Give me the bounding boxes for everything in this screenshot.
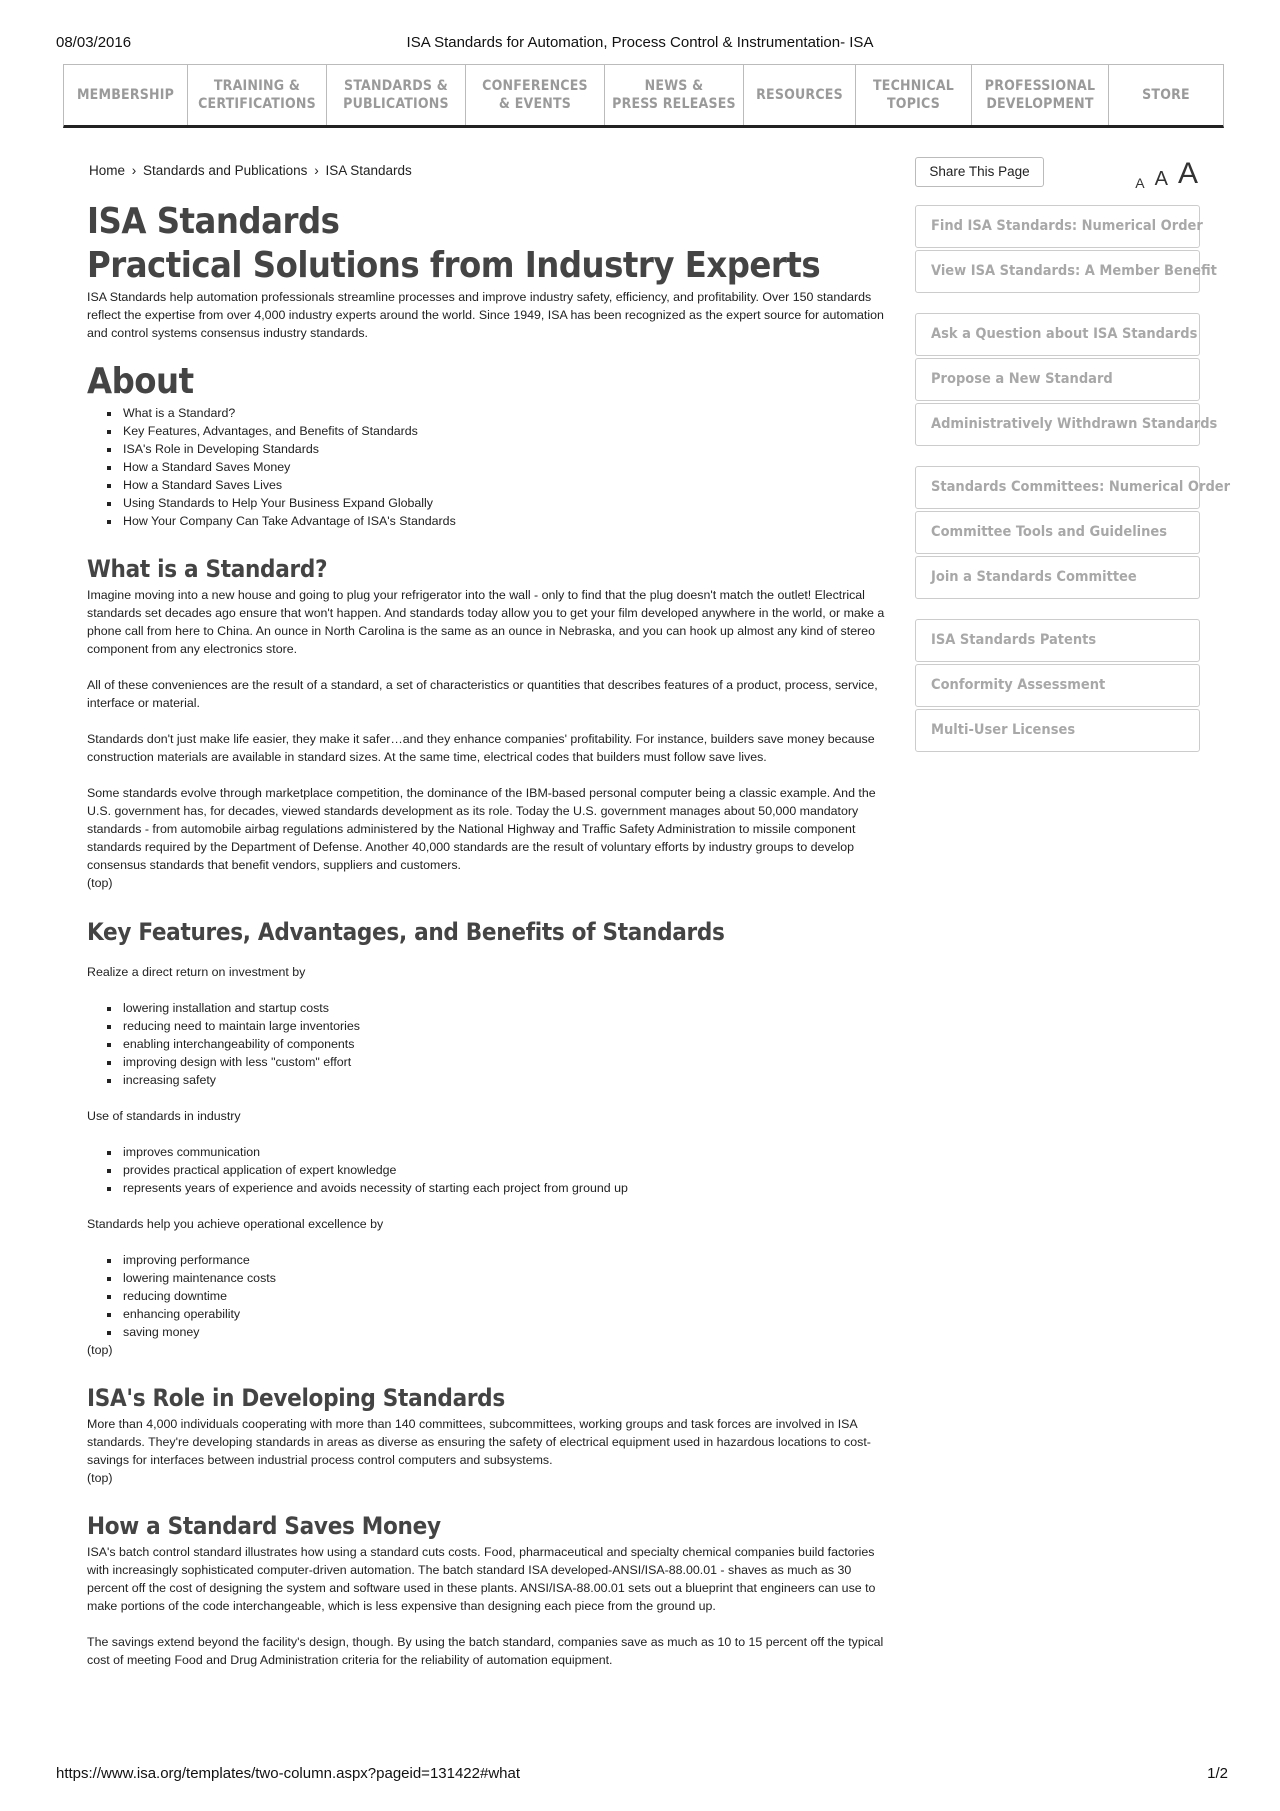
list-item: ▪ enhancing operability [121,1305,892,1323]
nav-news-press-releases[interactable]: NEWS & PRESS RELEASES [605,65,744,125]
role-paragraph-1: More than 4,000 individuals cooperating with more than 140 committees, subcommittees, working groups and task forces are involved in ISA standards. They're developing standards in areas as diverse as ensuring the safety of electrical equipment used in hazardous locations to cost-savings for interfaces between industrial process control computers and subsystems. [87,1417,871,1467]
sidebar-link-committee-tools[interactable]: Committee Tools and Guidelines [915,511,1200,554]
about-link-saves-money[interactable]: ▪ How a Standard Saves Money [121,458,892,476]
list-item: ▪ lowering installation and startup costs [121,999,892,1017]
list-item: ▪ enabling interchangeability of components [121,1035,892,1053]
about-link-isa-role[interactable]: ▪ ISA's Role in Developing Standards [121,440,892,458]
back-to-top-link[interactable]: (top) [87,1343,113,1357]
about-link-key-features[interactable]: ▪ Key Features, Advantages, and Benefits of Standards [121,422,892,440]
list-item: ▪ increasing safety [121,1071,892,1089]
font-size-medium-button[interactable]: A [1154,168,1168,190]
nav-professional-development[interactable]: PROFESSIONAL DEVELOPMENT [972,65,1109,125]
breadcrumb-standards-publications[interactable]: Standards and Publications [143,163,308,178]
main-nav [63,64,1224,128]
breadcrumb-current: ISA Standards [325,163,412,178]
sidebar-link-ask-question[interactable]: Ask a Question about ISA Standards [915,313,1200,356]
saves-money-heading: How a Standard Saves Money [87,1512,441,1540]
print-page-number: 1/2 [1207,1765,1228,1782]
about-link-saves-lives[interactable]: ▪ How a Standard Saves Lives [121,476,892,494]
nav-store[interactable]: STORE [1142,87,1190,103]
key-features-heading: Key Features, Advantages, and Benefits of Standards [87,918,725,946]
key-list-1 [87,999,892,1089]
key-intro-1: Realize a direct return on investment by [87,965,306,979]
money-paragraph-1: ISA's batch control standard illustrates how using a standard cuts costs. Food, pharmaceutical and specialty chemical companies build factories with increasingly sophisticated computer-driven automation. The batch standard ISA developed-ANSI/ISA-88.00.01 - shaves as much as 30 percent off the cost of designing the system and software used in these plants. ANSI/ISA-88.00.01 sets out a blueprint that engineers can use to make portions of the code interchangeable, which is less expensive than designing each piece from the ground up. [87,1545,876,1613]
key-list-3 [87,1251,892,1341]
back-to-top-link[interactable]: (top) [87,1471,113,1485]
nav-resources[interactable]: RESOURCES [744,65,856,125]
sidebar-link-propose-standard[interactable]: Propose a New Standard [915,358,1200,401]
list-item: ▪ improving design with less "custom" effort [121,1053,892,1071]
about-link-list [87,404,892,530]
sidebar-link-multi-user-licenses[interactable]: Multi-User Licenses [915,709,1200,752]
breadcrumb-separator: › [314,163,319,178]
about-heading: About [87,361,194,402]
back-to-top-link[interactable]: (top) [87,876,113,890]
list-item: ▪ provides practical application of expert knowledge [121,1161,892,1179]
list-item: ▪ improves communication [121,1143,892,1161]
key-intro-3: Standards help you achieve operational excellence by [87,1217,384,1231]
font-size-controls [1135,157,1198,191]
what-paragraph-1: Imagine moving into a new house and going to plug your refrigerator into the wall - only to find that the plug doesn't match the outlet! Electrical standards set decades ago ensure that won't happen. And standards today allow you to get your film developed anywhere in the world, or make a phone call from here to China. An ounce in North Carolina is the same as an ounce in Nebraska, and you can hook up almost any kind of stereo component from any electronics store. [87,588,885,656]
print-url: https://www.isa.org/templates/two-column.aspx?pageid=131422#what [56,1765,521,1782]
breadcrumb-home[interactable]: Home [89,163,126,178]
about-link-expand-globally[interactable]: ▪ Using Standards to Help Your Business Expand Globally [121,494,892,512]
sidebar-link-withdrawn-standards[interactable]: Administratively Withdrawn Standards [915,403,1200,446]
list-item: ▪ lowering maintenance costs [121,1269,892,1287]
breadcrumb-separator: › [131,163,137,178]
font-size-small-button[interactable]: A [1135,175,1145,191]
nav-training-certifications[interactable]: TRAINING & CERTIFICATIONS [188,65,327,125]
isa-role-heading: ISA's Role in Developing Standards [87,1384,505,1412]
about-link-what-is-standard[interactable]: ▪ What is a Standard? [121,404,892,422]
print-date: 08/03/2016 [56,34,132,51]
list-item: ▪ reducing need to maintain large inventories [121,1017,892,1035]
about-link-company-advantage[interactable]: ▪ How Your Company Can Take Advantage of ISA's Standards [121,512,892,530]
nav-standards-publications[interactable]: STANDARDS & PUBLICATIONS [327,65,466,125]
list-item: ▪ improving performance [121,1251,892,1269]
sidebar-link-conformity-assessment[interactable]: Conformity Assessment [915,664,1200,707]
nav-technical-topics[interactable]: TECHNICAL TOPICS [856,65,972,125]
money-paragraph-2: The savings extend beyond the facility's design, though. By using the batch standard, companies save as much as 10 to 15 percent off the typical cost of meeting Food and Drug Administration criteria for the reliability of automation equipment. [87,1635,884,1667]
main-content [87,200,892,1669]
print-title: ISA Standards for Automation, Process Control & Instrumentation- ISA [406,34,874,51]
key-list-2 [87,1143,892,1197]
breadcrumb [89,163,412,178]
page-subtitle: Practical Solutions from Industry Experts [87,245,821,286]
intro-paragraph: ISA Standards help automation professionals streamline processes and improve industry safety, efficiency, and profitability. Over 150 standards reflect the expertise from over 4,000 industry experts around the world. Since 1949, ISA has been recognized as the expert source for automation and control systems consensus industry standards. [87,290,884,340]
sidebar-link-committees-numerical[interactable]: Standards Committees: Numerical Order [915,466,1200,509]
list-item: ▪ represents years of experience and avoids necessity of starting each project from ground up [121,1179,892,1197]
nav-membership[interactable]: MEMBERSHIP [64,65,188,125]
nav-conferences-events[interactable]: CONFERENCES & EVENTS [466,65,605,125]
font-size-large-button[interactable]: A [1177,157,1198,190]
share-page-button[interactable]: Share This Page [915,157,1044,187]
key-intro-2: Use of standards in industry [87,1109,241,1123]
page-title: ISA Standards [87,201,340,242]
list-item: ▪ reducing downtime [121,1287,892,1305]
what-is-standard-heading: What is a Standard? [87,555,328,583]
what-paragraph-3: Standards don't just make life easier, they make it safer…and they enhance companies' profitability. For instance, builders save money because construction materials are available in standard sizes. At the same time, electrical codes that builders must follow save lives. [87,732,875,764]
sidebar-link-patents[interactable]: ISA Standards Patents [915,619,1200,662]
list-item: ▪ saving money [121,1323,892,1341]
sidebar-link-view-member-benefit[interactable]: View ISA Standards: A Member Benefit [915,250,1200,293]
sidebar-link-join-committee[interactable]: Join a Standards Committee [915,556,1200,599]
what-paragraph-4: Some standards evolve through marketplace competition, the dominance of the IBM-based personal computer being a classic example. And the U.S. government has, for decades, viewed standards development as its role. Today the U.S. government manages about 50,000 mandatory standards - from automobile airbag regulations administered by the National Highway and Traffic Safety Administration to missile component standards required by the Department of Defense. Another 40,000 standards are the result of voluntary efforts by industry groups to develop consensus standards that benefit vendors, suppliers and customers. [87,786,876,872]
what-paragraph-2: All of these conveniences are the result of a standard, a set of characteristics or quantities that describes features of a product, process, service, interface or material. [87,678,878,710]
sidebar-link-find-numerical[interactable]: Find ISA Standards: Numerical Order [915,205,1200,248]
